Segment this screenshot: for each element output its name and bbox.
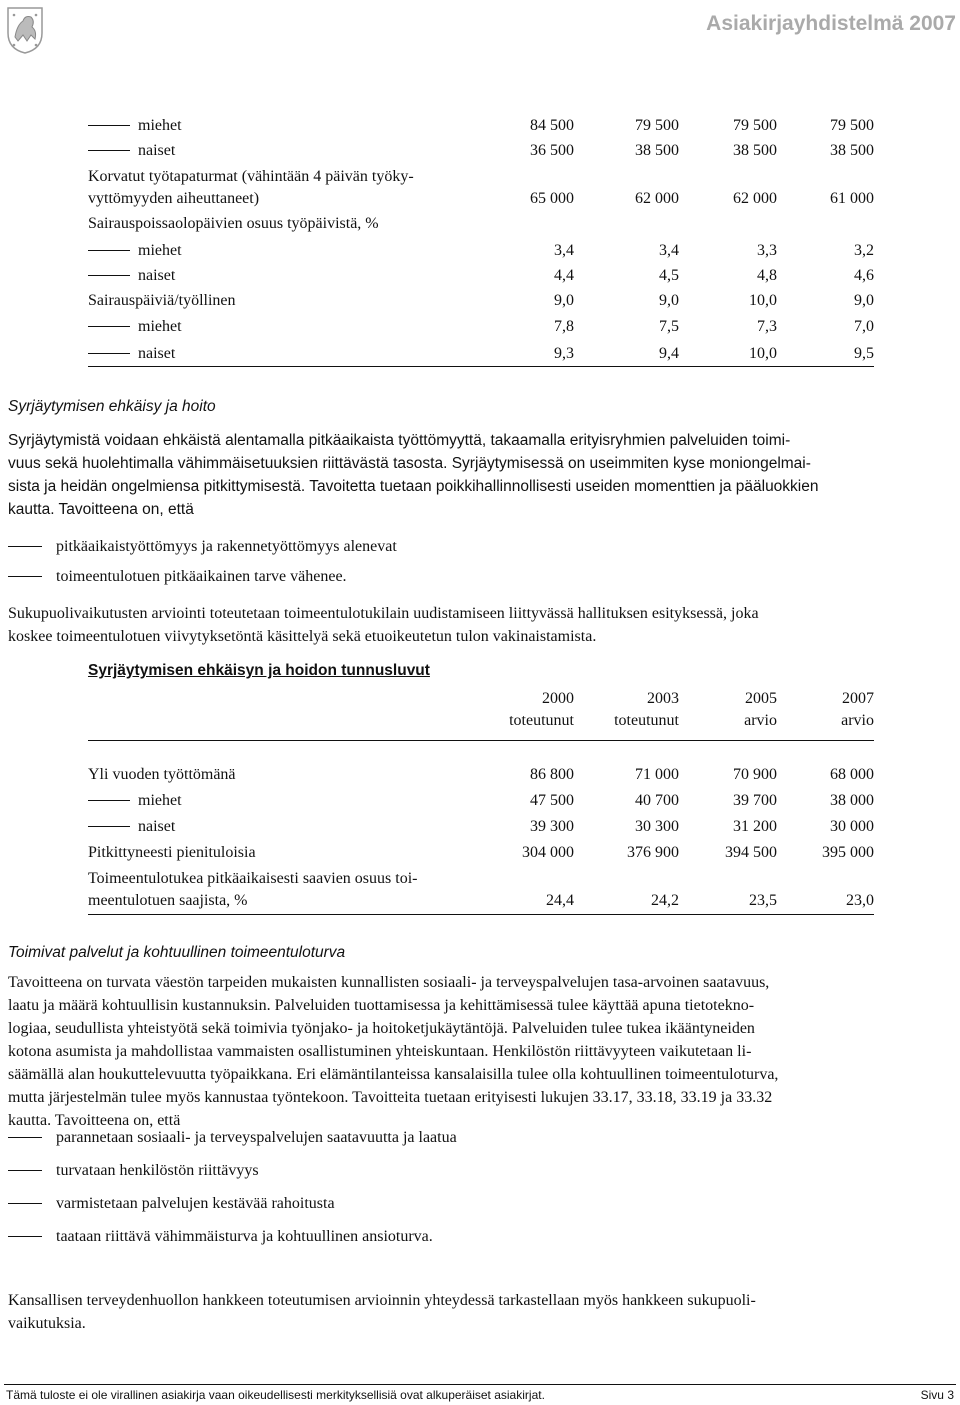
bullet-text: varmistetaan palvelujen kestävää rahoitusta [56,1195,335,1212]
table-cell: 47 500 [530,792,574,809]
table-row [88,115,874,137]
table-row [88,343,874,365]
table-cell: 79 500 [830,117,874,134]
bullet-text: turvataan henkilöstön riittävyys [56,1162,259,1179]
paragraph-line: säämällä alan houkuttelevuutta työpaikkana. Eri elämäntilanteissa kansalaisilla tulee olla kohtuullinen toimeentuloturva, [8,1066,779,1083]
row-label [88,764,236,786]
table-cell: 61 000 [830,190,874,207]
bullet-item [8,566,347,588]
section-heading: Syrjäytymisen ehkäisy ja hoito [8,398,216,415]
row-label [88,868,417,890]
dash-marker [88,150,130,151]
row-label [88,240,182,262]
table-cell: 23,5 [749,892,777,909]
row-label-text: miehet [138,242,182,259]
page-number: Sivu 3 [920,1388,954,1402]
table-cell: 9,0 [554,292,574,309]
table-2-bottom-rule [88,914,874,915]
bullet-text: pitkäaikaistyöttömyys ja rakennetyöttömyys alenevat [56,538,397,555]
table-cell: 65 000 [530,190,574,207]
year-header: 2000 [542,690,574,707]
table-cell: 7,5 [659,318,679,335]
table-cell: 9,5 [854,345,874,362]
dash-marker [8,546,42,547]
table-row [88,188,874,210]
row-label-text: naiset [138,345,176,362]
table-cell: 79 500 [733,117,777,134]
year-header-row [88,688,874,710]
year-header: 2003 [647,690,679,707]
dash-marker [88,125,130,126]
table-cell: 3,4 [659,242,679,259]
table-cell: 10,0 [749,292,777,309]
table-row [88,868,874,890]
paragraph-line: sista ja heidän ongelmiensa pitkittymisestä. Tavoitetta tuetaan poikkihallinnollisesti useiden momenttien ja pääluokkien [8,478,819,495]
bullet-text: toimeentulotuen pitkäaikainen tarve vähenee. [56,568,347,585]
row-label-text: Toimeentulotukea pitkäaikaisesti saavien osuus toi- [88,870,418,887]
table-cell: 23,0 [846,892,874,909]
paragraph-line: Sukupuolivaikutusten arviointi toteutetaan toimeentulotukilain uudistamiseen liittyvässä hallituksen esityksessä, joka [8,605,759,622]
type-header: arvio [841,712,874,729]
paragraph-line: koskee toimeentulotuen viivytyksetöntä käsittelyä sekä etuoikeutetun tulon vakinaistamista. [8,628,597,645]
table-cell: 70 900 [733,766,777,783]
table-cell: 395 000 [822,844,874,861]
table-cell: 38 500 [635,142,679,159]
row-label-text: meentulotuen saajista, % [88,892,248,909]
table-cell: 84 500 [530,117,574,134]
paragraph-line: kautta. Tavoitteena on, että [8,1112,181,1129]
table-1-bottom-rule [88,366,874,367]
dash-marker [88,275,130,276]
dash-marker [8,576,42,577]
table-cell: 3,2 [854,242,874,259]
table-cell: 9,0 [659,292,679,309]
paragraph-line: Syrjäytymistä voidaan ehkäistä alentamalla pitkäaikaista työttömyyttä, takaamalla erityisryhmien palveluiden toimi- [8,432,791,449]
table-2-title: Syrjäytymisen ehkäisyn ja hoidon tunnusluvut [88,662,430,679]
row-label [88,140,175,162]
bullet-text: taataan riittävä vähimmäisturva ja kohtuullinen ansioturva. [56,1228,433,1245]
page-header [0,0,960,60]
row-label-text: vyttömyyden aiheuttaneet) [88,190,260,207]
row-label [88,816,175,838]
table-cell: 62 000 [635,190,679,207]
row-label [88,890,248,912]
table-row [88,764,874,786]
dash-marker [88,826,130,827]
table-cell: 38 500 [830,142,874,159]
year-header: 2005 [745,690,777,707]
section-heading: Toimivat palvelut ja kohtuullinen toimeentuloturva [8,944,346,961]
row-label [88,213,379,235]
row-label-text: miehet [138,117,182,134]
row-label-text: Pitkittyneesti pienituloisia [88,844,256,861]
dash-marker [8,1203,42,1204]
bullet-text: parannetaan sosiaali- ja terveyspalvelujen saatavuutta ja laatua [56,1129,457,1146]
table-row [88,166,874,188]
table-cell: 4,6 [854,267,874,284]
table-cell: 30 000 [830,818,874,835]
type-header: toteutunut [614,712,679,729]
table-cell: 86 800 [530,766,574,783]
table-cell: 38 000 [830,792,874,809]
row-label-text: miehet [138,792,182,809]
table-cell: 40 700 [635,792,679,809]
table-cell: 7,0 [854,318,874,335]
table-cell: 394 500 [725,844,777,861]
table-cell: 3,3 [757,242,777,259]
table-cell: 36 500 [530,142,574,159]
table-cell: 71 000 [635,766,679,783]
dash-marker [88,353,130,354]
type-header-row [88,710,874,732]
table-2-header-rule [88,740,874,741]
row-label-text: Sairauspäiviä/työllinen [88,292,236,309]
paragraph-line: mutta järjestelmän tulee myös kannustaa työntekoon. Tavoitteita tuetaan erityisesti lukujen 33.17, 33.18, 33.19 ja 33.32 [8,1089,773,1106]
table-cell: 304 000 [522,844,574,861]
row-label [88,265,175,287]
table-cell: 10,0 [749,345,777,362]
table-cell: 4,8 [757,267,777,284]
table-cell: 24,2 [651,892,679,909]
row-label [88,290,236,312]
table-row [88,240,874,262]
bullet-item [8,1226,433,1248]
table-cell: 30 300 [635,818,679,835]
row-label [88,343,175,365]
table-cell: 39 700 [733,792,777,809]
table-cell: 376 900 [627,844,679,861]
dash-marker [8,1170,42,1171]
dash-marker [8,1236,42,1237]
paragraph-line: Tavoitteena on turvata väestön tarpeiden mukaisten kunnallisten sosiaali- ja terveyspalvelujen tasa-arvoinen saatavuus, [8,974,770,991]
bullet-item [8,1160,259,1182]
dash-marker [88,250,130,251]
coat-of-arms-icon [5,5,45,55]
row-label-text: Sairauspoissaolopäivien osuus työpäivistä, % [88,215,379,232]
table-cell: 4,4 [554,267,574,284]
row-label-text: Korvatut työtapaturmat (vähintään 4 päivän työky- [88,168,414,185]
row-label [88,115,182,137]
year-header: 2007 [842,690,874,707]
row-label-text: Yli vuoden työttömänä [88,766,236,783]
paragraph-line: laatu ja määrä kohtuullisin kustannuksin. Palveluiden tuottamisessa ja kehittämisessä tulee käyttää apuna tietotekno- [8,997,755,1014]
table-cell: 3,4 [554,242,574,259]
footer-rule [4,1384,956,1385]
paragraph-line: kautta. Tavoitteena on, että [8,501,194,518]
table-row [88,790,874,812]
table-cell: 62 000 [733,190,777,207]
table-cell: 9,4 [659,345,679,362]
table-row [88,890,874,912]
table-row [88,140,874,162]
row-label [88,188,259,210]
table-cell: 39 300 [530,818,574,835]
dash-marker [88,800,130,801]
row-label-text: naiset [138,267,176,284]
bullet-item [8,536,397,558]
table-cell: 7,3 [757,318,777,335]
row-label-text: naiset [138,142,176,159]
table-cell: 9,0 [854,292,874,309]
table-row [88,316,874,338]
dash-marker [8,1137,42,1138]
table-cell: 4,5 [659,267,679,284]
paragraph-line: vaikutuksia. [8,1315,86,1332]
row-label [88,316,182,338]
table-row [88,213,874,235]
table-cell: 7,8 [554,318,574,335]
paragraph-line: kotona asumista ja mahdollistaa vammaisten osallistuminen yhteiskuntaan. Henkilöstön riittävyyteen vaikutetaan li- [8,1043,752,1060]
table-row [88,842,874,864]
table-cell: 24,4 [546,892,574,909]
type-header: toteutunut [509,712,574,729]
table-cell: 9,3 [554,345,574,362]
table-cell: 79 500 [635,117,679,134]
paragraph-line: vuus sekä huolehtimalla vähimmäisetuuksien riittävästä tasosta. Syrjäytymisessä on useimmiten kyse moniongelmai- [8,455,811,472]
row-label [88,842,256,864]
dash-marker [88,326,130,327]
table-cell: 38 500 [733,142,777,159]
row-label-text: miehet [138,318,182,335]
table-row [88,290,874,312]
table-row [88,265,874,287]
type-header: arvio [744,712,777,729]
table-cell: 31 200 [733,818,777,835]
bullet-item [8,1127,457,1149]
row-label-text: naiset [138,818,176,835]
paragraph-line: Kansallisen terveydenhuollon hankkeen toteutumisen arvioinnin yhteydessä tarkastellaan myös hankkeen sukupuoli- [8,1292,756,1309]
footer-note: Tämä tuloste ei ole virallinen asiakirja vaan oikeudellisesti merkityksellisiä ovat alkuperäiset asiakirjat. [6,1388,545,1402]
table-cell: 68 000 [830,766,874,783]
table-row [88,816,874,838]
document-title: Asiakirjayhdistelmä 2007 [706,12,956,35]
row-label [88,790,182,812]
row-label [88,166,414,188]
paragraph-line: logiaa, seudullista yhteistyötä sekä toimivia työnjako- ja hoitoketjukäytäntöjä. Palveluiden tulee tukea ikääntyneiden [8,1020,755,1037]
bullet-item [8,1193,335,1215]
